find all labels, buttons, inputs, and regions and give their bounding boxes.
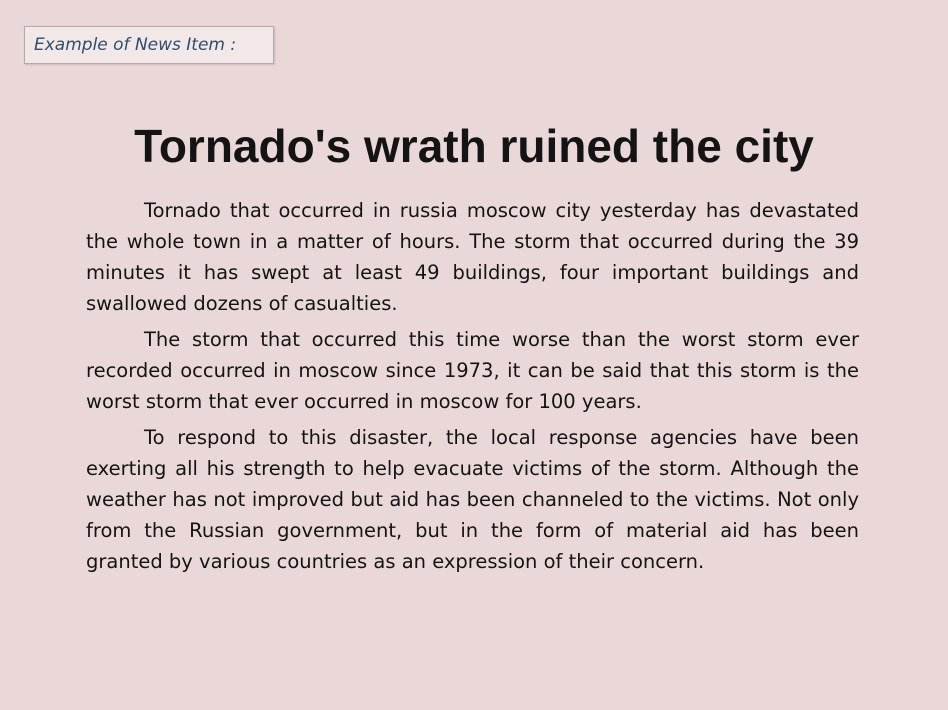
example-label-box	[24, 26, 274, 64]
article-paragraph-3: To respond to this disaster, the local response agencies have been exerting all his strength to help evacuate victims of the storm. Although the weather has not improved but aid has been channeled to the victims. Not only from the Russian government, but in the form of material aid has been granted by various countries as an expression of their concern.	[86, 426, 859, 573]
article-body	[86, 195, 859, 577]
article-paragraph-2: The storm that occurred this time worse than the worst storm ever recorded occurred in moscow since 1973, it can be said that this storm is the worst storm that ever occurred in moscow for 100 years.	[86, 328, 859, 413]
article-paragraph-1: Tornado that occurred in russia moscow city yesterday has devastated the whole town in a matter of hours. The storm that occurred during the 39 minutes it has swept at least 49 buildings, four important buildings and swallowed dozens of casualties.	[86, 199, 859, 315]
example-label-text: Example of News Item :	[34, 35, 237, 55]
headline: Tornado's wrath ruined the city	[134, 120, 814, 172]
